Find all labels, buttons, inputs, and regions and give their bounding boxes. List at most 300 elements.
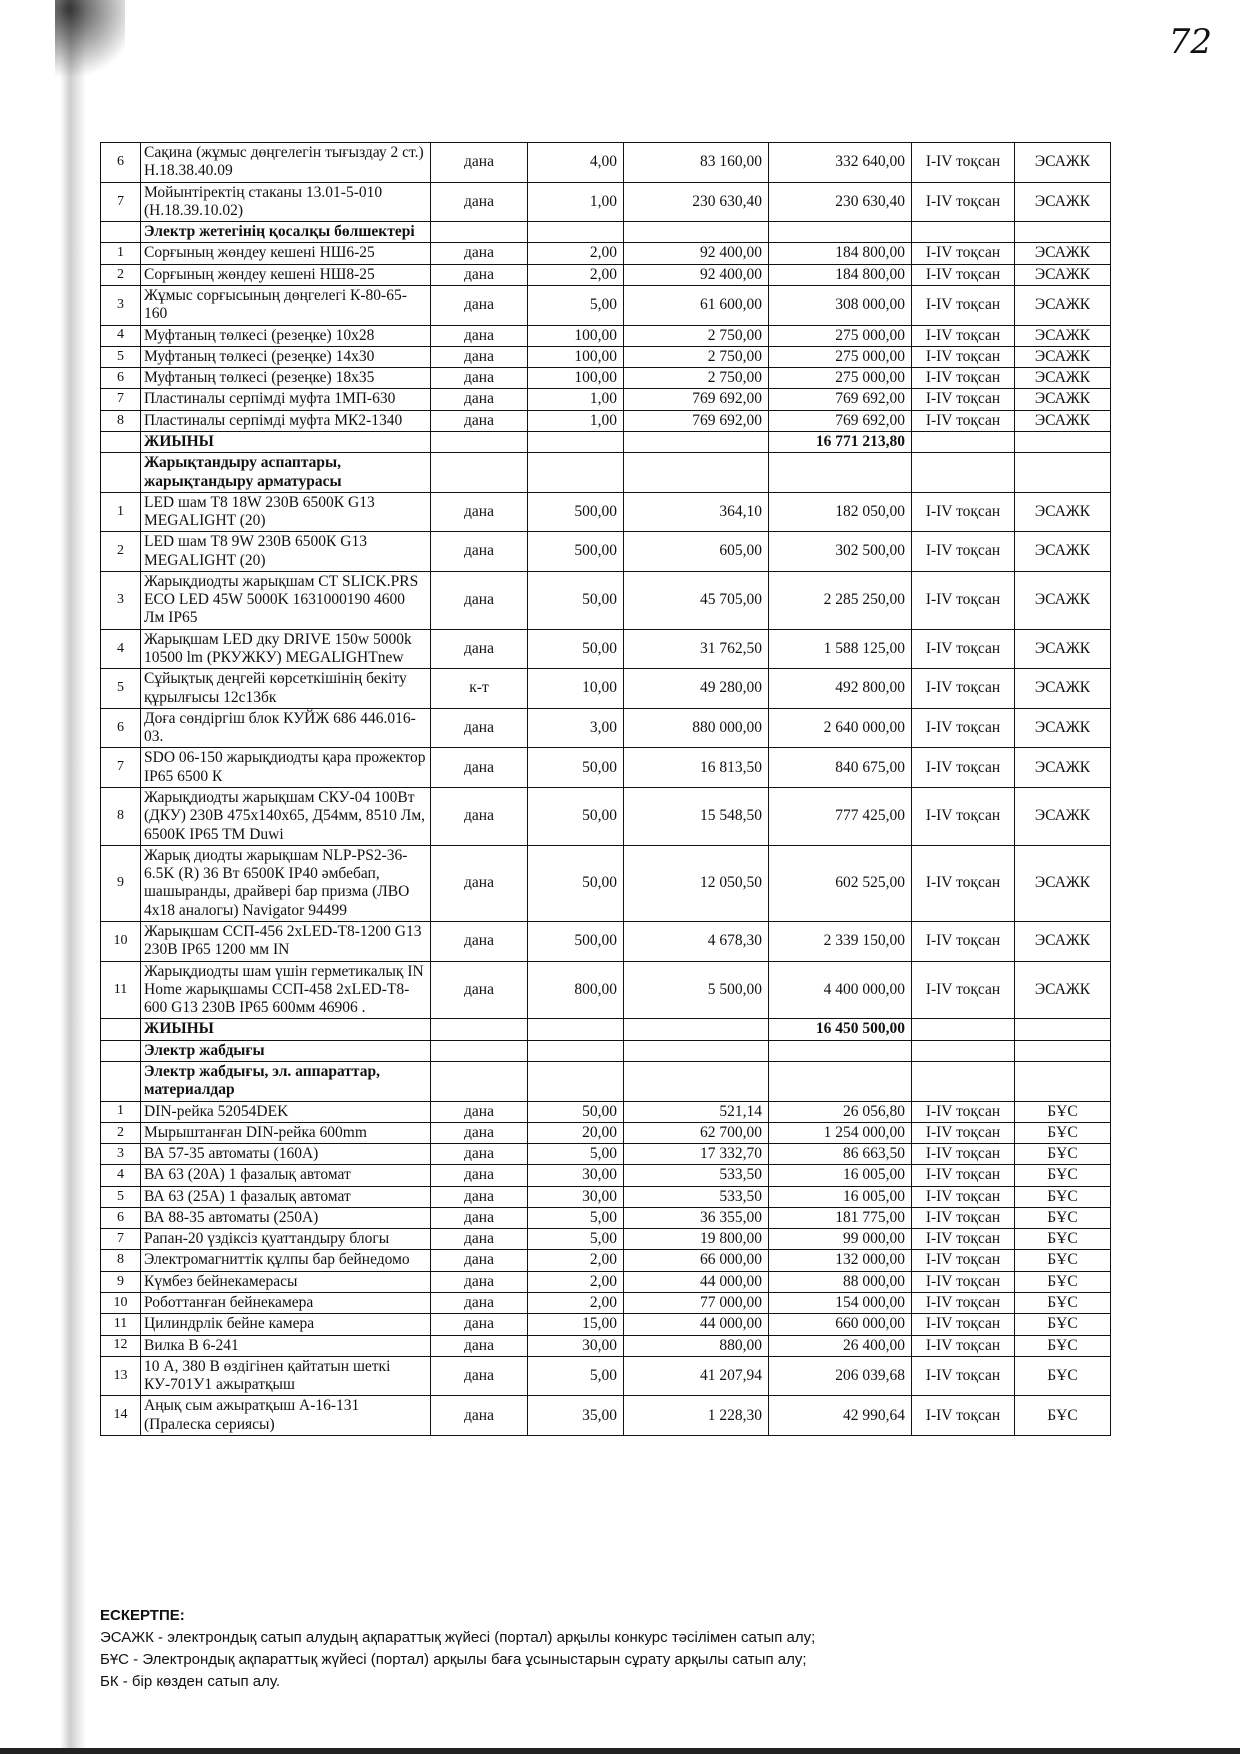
procurement-method-cell: БҰС [1015,1293,1111,1314]
total-sum-cell: 332 640,00 [769,143,912,183]
note-line-esazhk: ЭСАЖК - электрондық сатып алудың ақпараттық жүйесі (портал) арқылы конкурс тәсілімен сатып алу; [100,1629,816,1646]
period-cell: І-IV тоқсан [912,708,1015,748]
item-name: Доға сөндіргіш блок КУЙЖ 686 446.016-03. [141,708,431,748]
unit-price-cell [624,431,769,452]
period-cell: І-IV тоқсан [912,1250,1015,1271]
unit-price-cell [624,1040,769,1061]
total-sum-cell: 777 425,00 [769,788,912,846]
procurement-method-cell: БҰС [1015,1122,1111,1143]
quantity-cell: 5,00 [528,285,624,325]
procurement-method-cell: ЭСАЖК [1015,788,1111,846]
unit-price-cell [624,222,769,243]
row-number: 8 [101,788,141,846]
quantity-cell: 5,00 [528,1207,624,1228]
procurement-method-cell [1015,222,1111,243]
item-name: Электромагниттік құлпы бар бейнедомо [141,1250,431,1271]
period-cell [912,453,1015,493]
item-name: Цилиндрлік бейне камера [141,1314,431,1335]
item-name: Пластиналы серпімді муфта 1МП-630 [141,389,431,410]
quantity-cell: 1,00 [528,389,624,410]
period-cell: І-IV тоқсан [912,410,1015,431]
total-sum-cell: 16 005,00 [769,1186,912,1207]
unit-cell: дана [431,708,528,748]
total-sum-cell: 302 500,00 [769,532,912,572]
total-sum-cell: 4 400 000,00 [769,961,912,1019]
table-row [101,788,1111,846]
unit-price-cell: 17 332,70 [624,1144,769,1165]
table-row [101,1122,1111,1143]
period-cell: І-IV тоқсан [912,1207,1015,1228]
table-row [101,961,1111,1019]
row-number: 5 [101,669,141,709]
procurement-method-cell: ЭСАЖК [1015,629,1111,669]
item-name: Электр жабдығы [141,1040,431,1061]
row-number: 8 [101,1250,141,1271]
total-sum-cell: 1 588 125,00 [769,629,912,669]
quantity-cell [528,1019,624,1040]
row-number: 11 [101,1314,141,1335]
unit-price-cell: 41 207,94 [624,1356,769,1396]
unit-price-cell: 533,50 [624,1165,769,1186]
period-cell [912,1061,1015,1101]
row-number: 3 [101,1144,141,1165]
unit-cell: дана [431,1271,528,1292]
total-sum-cell: 275 000,00 [769,346,912,367]
item-name: Жарықдиодты жарықшам СКУ-04 100Вт (ДКУ) 230В 475х140х65, Д54мм, 8510 Лм, 6500К IP65 TM Duwi [141,788,431,846]
unit-cell: дана [431,1293,528,1314]
procurement-method-cell: ЭСАЖК [1015,285,1111,325]
procurement-method-cell: ЭСАЖК [1015,845,1111,921]
quantity-cell: 35,00 [528,1396,624,1436]
unit-price-cell: 92 400,00 [624,264,769,285]
table-row [101,1101,1111,1122]
unit-cell: дана [431,1186,528,1207]
period-cell [912,222,1015,243]
period-cell: І-IV тоқсан [912,748,1015,788]
row-number: 5 [101,346,141,367]
table-row [101,1335,1111,1356]
total-sum-cell: 182 050,00 [769,492,912,532]
procurement-method-cell: ЭСАЖК [1015,669,1111,709]
unit-cell: дана [431,1229,528,1250]
period-cell: І-IV тоқсан [912,264,1015,285]
total-sum-cell: 275 000,00 [769,368,912,389]
unit-price-cell: 605,00 [624,532,769,572]
table-row [101,629,1111,669]
unit-price-cell: 364,10 [624,492,769,532]
table-section-row [101,1040,1111,1061]
item-name: ЖИЫНЫ [141,1019,431,1040]
scan-shadow-corner [55,0,125,90]
period-cell: І-IV тоқсан [912,1271,1015,1292]
unit-cell [431,1019,528,1040]
period-cell: І-IV тоқсан [912,1186,1015,1207]
procurement-method-cell: БҰС [1015,1335,1111,1356]
period-cell: І-IV тоқсан [912,346,1015,367]
quantity-cell: 4,00 [528,143,624,183]
procurement-method-cell: ЭСАЖК [1015,571,1111,629]
quantity-cell: 5,00 [528,1356,624,1396]
row-number: 13 [101,1356,141,1396]
item-name: Жарық диодты жарықшам NLP-PS2-36-6.5K (R) 36 Вт 6500К IP40 әмбебап, шашыранды, драйвері бар призма (ЛВО 4х18 аналогы) Navigator 94499 [141,845,431,921]
period-cell: І-IV тоқсан [912,1356,1015,1396]
procurement-method-cell [1015,1040,1111,1061]
quantity-cell: 30,00 [528,1165,624,1186]
unit-price-cell: 769 692,00 [624,389,769,410]
quantity-cell: 1,00 [528,410,624,431]
page-number: 72 [1168,22,1212,62]
table-row [101,143,1111,183]
unit-price-cell: 49 280,00 [624,669,769,709]
table-row [101,532,1111,572]
unit-cell: дана [431,346,528,367]
unit-cell: дана [431,1101,528,1122]
unit-cell: дана [431,143,528,183]
procurement-method-cell: ЭСАЖК [1015,961,1111,1019]
table-row [101,492,1111,532]
procurement-method-cell: ЭСАЖК [1015,389,1111,410]
period-cell: І-IV тоқсан [912,1229,1015,1250]
unit-price-cell: 36 355,00 [624,1207,769,1228]
period-cell: І-IV тоқсан [912,1314,1015,1335]
item-name: SDO 06-150 жарықдиодты қара прожектор IP65 6500 К [141,748,431,788]
row-number: 3 [101,285,141,325]
quantity-cell: 2,00 [528,243,624,264]
unit-price-cell: 880,00 [624,1335,769,1356]
table-row [101,1271,1111,1292]
period-cell: І-IV тоқсан [912,845,1015,921]
total-sum-cell [769,222,912,243]
unit-price-cell: 62 700,00 [624,1122,769,1143]
row-number: 14 [101,1396,141,1436]
row-number [101,1061,141,1101]
total-sum-cell: 42 990,64 [769,1396,912,1436]
table-row [101,669,1111,709]
unit-price-cell: 1 228,30 [624,1396,769,1436]
unit-price-cell: 45 705,00 [624,571,769,629]
unit-cell: дана [431,1314,528,1335]
unit-cell: дана [431,1250,528,1271]
period-cell: І-IV тоқсан [912,492,1015,532]
procurement-method-cell: БҰС [1015,1314,1111,1335]
total-sum-cell: 16 771 213,80 [769,431,912,452]
row-number: 9 [101,1271,141,1292]
item-name: Электр жетегінің қосалқы бөлшектері [141,222,431,243]
unit-cell: дана [431,492,528,532]
note-line-bus: БҰС - Электрондық ақпараттық жүйесі (портал) арқылы баға ұсыныстарын сұрату арқылы сатып алу; [100,1651,807,1668]
item-name: LED шам Т8 18W 230В 6500К G13 MEGALIGHT (20) [141,492,431,532]
unit-price-cell [624,1019,769,1040]
item-name: Муфтаның төлкесі (резеңке) 10х28 [141,325,431,346]
quantity-cell [528,431,624,452]
table-row [101,346,1111,367]
scan-shadow-bottom [0,1748,1240,1754]
procurement-method-cell: БҰС [1015,1356,1111,1396]
total-sum-cell: 16 450 500,00 [769,1019,912,1040]
unit-price-cell: 44 000,00 [624,1271,769,1292]
row-number: 10 [101,921,141,961]
procurement-method-cell [1015,453,1111,493]
quantity-cell: 15,00 [528,1314,624,1335]
item-name: Пластиналы серпімді муфта МК2-1340 [141,410,431,431]
unit-price-cell: 230 630,40 [624,182,769,222]
table-row [101,1396,1111,1436]
unit-cell: дана [431,921,528,961]
unit-cell: дана [431,788,528,846]
quantity-cell: 50,00 [528,748,624,788]
total-sum-cell: 88 000,00 [769,1271,912,1292]
total-sum-cell: 184 800,00 [769,264,912,285]
unit-cell [431,1061,528,1101]
total-sum-cell: 769 692,00 [769,410,912,431]
total-sum-cell: 16 005,00 [769,1165,912,1186]
total-sum-cell: 154 000,00 [769,1293,912,1314]
row-number: 9 [101,845,141,921]
item-name: Муфтаның төлкесі (резеңке) 18х35 [141,368,431,389]
item-name: Сорғының жөндеу кешені НШ8-25 [141,264,431,285]
total-sum-cell: 275 000,00 [769,325,912,346]
table-row [101,1314,1111,1335]
total-sum-cell: 99 000,00 [769,1229,912,1250]
unit-cell: дана [431,1144,528,1165]
unit-price-cell: 2 750,00 [624,346,769,367]
quantity-cell: 50,00 [528,571,624,629]
total-sum-cell: 184 800,00 [769,243,912,264]
unit-cell: к-т [431,669,528,709]
procurement-method-cell: ЭСАЖК [1015,532,1111,572]
total-sum-cell [769,1040,912,1061]
item-name: ВА 63 (20А) 1 фазалық автомат [141,1165,431,1186]
unit-price-cell: 15 548,50 [624,788,769,846]
unit-cell [431,453,528,493]
row-number: 12 [101,1335,141,1356]
table-row [101,1207,1111,1228]
period-cell: І-IV тоқсан [912,532,1015,572]
row-number: 1 [101,1101,141,1122]
unit-price-cell: 5 500,00 [624,961,769,1019]
table-row [101,285,1111,325]
table-row [101,921,1111,961]
total-sum-cell: 2 339 150,00 [769,921,912,961]
total-sum-cell: 1 254 000,00 [769,1122,912,1143]
item-name: Жарықдиодты жарықшам СТ SLICK.PRS ECO LED 45W 5000K 1631000190 4600 Лм IP65 [141,571,431,629]
item-name: ВА 57-35 автоматы (160А) [141,1144,431,1165]
row-number [101,1040,141,1061]
period-cell: І-IV тоқсан [912,571,1015,629]
unit-price-cell: 19 800,00 [624,1229,769,1250]
unit-cell: дана [431,368,528,389]
quantity-cell: 100,00 [528,346,624,367]
quantity-cell: 3,00 [528,708,624,748]
item-name: Мойынтіректің стаканы 13.01-5-010 (Н.18.39.10.02) [141,182,431,222]
quantity-cell: 100,00 [528,325,624,346]
table-row [101,708,1111,748]
table-row [101,1293,1111,1314]
unit-cell: дана [431,571,528,629]
item-name: ВА 88-35 автоматы (250А) [141,1207,431,1228]
procurement-table-wrapper [100,142,1110,1436]
period-cell: І-IV тоқсан [912,1122,1015,1143]
procurement-method-cell: ЭСАЖК [1015,410,1111,431]
item-name: Электр жабдығы, эл. аппараттар, материалдар [141,1061,431,1101]
quantity-cell: 2,00 [528,264,624,285]
quantity-cell: 500,00 [528,492,624,532]
row-number: 7 [101,182,141,222]
total-sum-cell: 26 056,80 [769,1101,912,1122]
unit-price-cell: 66 000,00 [624,1250,769,1271]
period-cell: І-IV тоқсан [912,921,1015,961]
procurement-method-cell [1015,1061,1111,1101]
procurement-method-cell: ЭСАЖК [1015,182,1111,222]
notes-block [100,1605,1140,1693]
unit-price-cell: 61 600,00 [624,285,769,325]
unit-cell: дана [431,532,528,572]
period-cell: І-IV тоқсан [912,143,1015,183]
unit-cell: дана [431,264,528,285]
procurement-method-cell: ЭСАЖК [1015,708,1111,748]
unit-price-cell [624,453,769,493]
period-cell: І-IV тоқсан [912,368,1015,389]
procurement-method-cell: ЭСАЖК [1015,243,1111,264]
unit-cell: дана [431,389,528,410]
procurement-method-cell [1015,431,1111,452]
quantity-cell [528,1040,624,1061]
item-name: Жарықшам ССП-456 2xLED-T8-1200 G13 230В IP65 1200 мм IN [141,921,431,961]
unit-cell: дана [431,285,528,325]
row-number [101,431,141,452]
unit-cell [431,222,528,243]
unit-cell: дана [431,243,528,264]
total-sum-cell: 2 285 250,00 [769,571,912,629]
quantity-cell: 500,00 [528,921,624,961]
table-row [101,1144,1111,1165]
quantity-cell: 30,00 [528,1335,624,1356]
table-section-row [101,453,1111,493]
scan-shadow-left [60,0,86,1754]
unit-price-cell: 4 678,30 [624,921,769,961]
total-sum-cell [769,1061,912,1101]
row-number: 6 [101,143,141,183]
period-cell: І-IV тоқсан [912,629,1015,669]
procurement-method-cell: ЭСАЖК [1015,748,1111,788]
quantity-cell: 50,00 [528,788,624,846]
item-name: DIN-рейка 52054DEK [141,1101,431,1122]
period-cell: І-IV тоқсан [912,961,1015,1019]
procurement-method-cell: БҰС [1015,1186,1111,1207]
row-number: 2 [101,532,141,572]
quantity-cell: 800,00 [528,961,624,1019]
procurement-method-cell: ЭСАЖК [1015,492,1111,532]
item-name: Рапан-20 үздіксіз қуаттандыру блогы [141,1229,431,1250]
period-cell: І-IV тоқсан [912,243,1015,264]
total-sum-cell: 660 000,00 [769,1314,912,1335]
unit-price-cell: 769 692,00 [624,410,769,431]
item-name: Аңық сым ажыратқыш А-16-131 (Пралеска сериясы) [141,1396,431,1436]
total-sum-cell: 840 675,00 [769,748,912,788]
total-sum-cell: 181 775,00 [769,1207,912,1228]
item-name: Муфтаның төлкесі (резеңке) 14х30 [141,346,431,367]
table-row [101,571,1111,629]
item-name: Жарықшам LED дку DRIVE 150w 5000k 10500 lm (РКУЖКУ) MEGALIGHTnew [141,629,431,669]
item-name: Жұмыс сорғысының дөңгелегі К-80-65-160 [141,285,431,325]
procurement-method-cell: БҰС [1015,1165,1111,1186]
item-name: ВА 63 (25А) 1 фазалық автомат [141,1186,431,1207]
period-cell: І-IV тоқсан [912,788,1015,846]
note-line-bk: БК - бір көзден сатып алу. [100,1673,281,1690]
unit-price-cell: 92 400,00 [624,243,769,264]
table-row [101,264,1111,285]
item-name: Сорғының жөндеу кешені НШ6-25 [141,243,431,264]
unit-price-cell: 83 160,00 [624,143,769,183]
unit-cell: дана [431,182,528,222]
total-sum-cell: 2 640 000,00 [769,708,912,748]
total-sum-cell: 769 692,00 [769,389,912,410]
table-row [101,1229,1111,1250]
quantity-cell: 5,00 [528,1144,624,1165]
period-cell: І-IV тоқсан [912,1144,1015,1165]
item-name: LED шам Т8 9W 230В 6500К G13 MEGALIGHT (20) [141,532,431,572]
row-number: 4 [101,629,141,669]
total-sum-cell: 132 000,00 [769,1250,912,1271]
total-sum-cell: 308 000,00 [769,285,912,325]
notes-header: ЕСКЕРТПЕ: [100,1607,185,1624]
procurement-method-cell: ЭСАЖК [1015,325,1111,346]
total-sum-cell: 492 800,00 [769,669,912,709]
table-row [101,243,1111,264]
row-number: 3 [101,571,141,629]
unit-price-cell: 12 050,50 [624,845,769,921]
quantity-cell: 50,00 [528,845,624,921]
row-number: 11 [101,961,141,1019]
quantity-cell [528,1061,624,1101]
row-number: 5 [101,1186,141,1207]
period-cell: І-IV тоқсан [912,1165,1015,1186]
quantity-cell: 30,00 [528,1186,624,1207]
item-name: Жарықтандыру аспаптары, жарықтандыру арматурасы [141,453,431,493]
unit-price-cell: 31 762,50 [624,629,769,669]
quantity-cell: 10,00 [528,669,624,709]
row-number: 4 [101,1165,141,1186]
procurement-table [100,142,1111,1436]
item-name: Жарықдиодты шам үшін герметикалық IN Home жарықшамы ССП-458 2xLED-T8-600 G13 230В IP65 600мм 46906 . [141,961,431,1019]
period-cell [912,431,1015,452]
procurement-method-cell: БҰС [1015,1229,1111,1250]
table-row [101,845,1111,921]
quantity-cell: 2,00 [528,1293,624,1314]
unit-cell: дана [431,1396,528,1436]
row-number: 7 [101,389,141,410]
row-number: 2 [101,264,141,285]
row-number: 1 [101,492,141,532]
total-sum-cell: 206 039,68 [769,1356,912,1396]
quantity-cell [528,222,624,243]
unit-cell: дана [431,410,528,431]
quantity-cell: 100,00 [528,368,624,389]
table-row [101,389,1111,410]
unit-price-cell: 77 000,00 [624,1293,769,1314]
period-cell: І-IV тоқсан [912,1396,1015,1436]
procurement-method-cell: ЭСАЖК [1015,346,1111,367]
quantity-cell: 1,00 [528,182,624,222]
period-cell [912,1040,1015,1061]
unit-cell: дана [431,1122,528,1143]
quantity-cell: 2,00 [528,1271,624,1292]
row-number [101,1019,141,1040]
table-total-row [101,431,1111,452]
unit-price-cell: 44 000,00 [624,1314,769,1335]
period-cell: І-IV тоқсан [912,325,1015,346]
table-row [101,1250,1111,1271]
